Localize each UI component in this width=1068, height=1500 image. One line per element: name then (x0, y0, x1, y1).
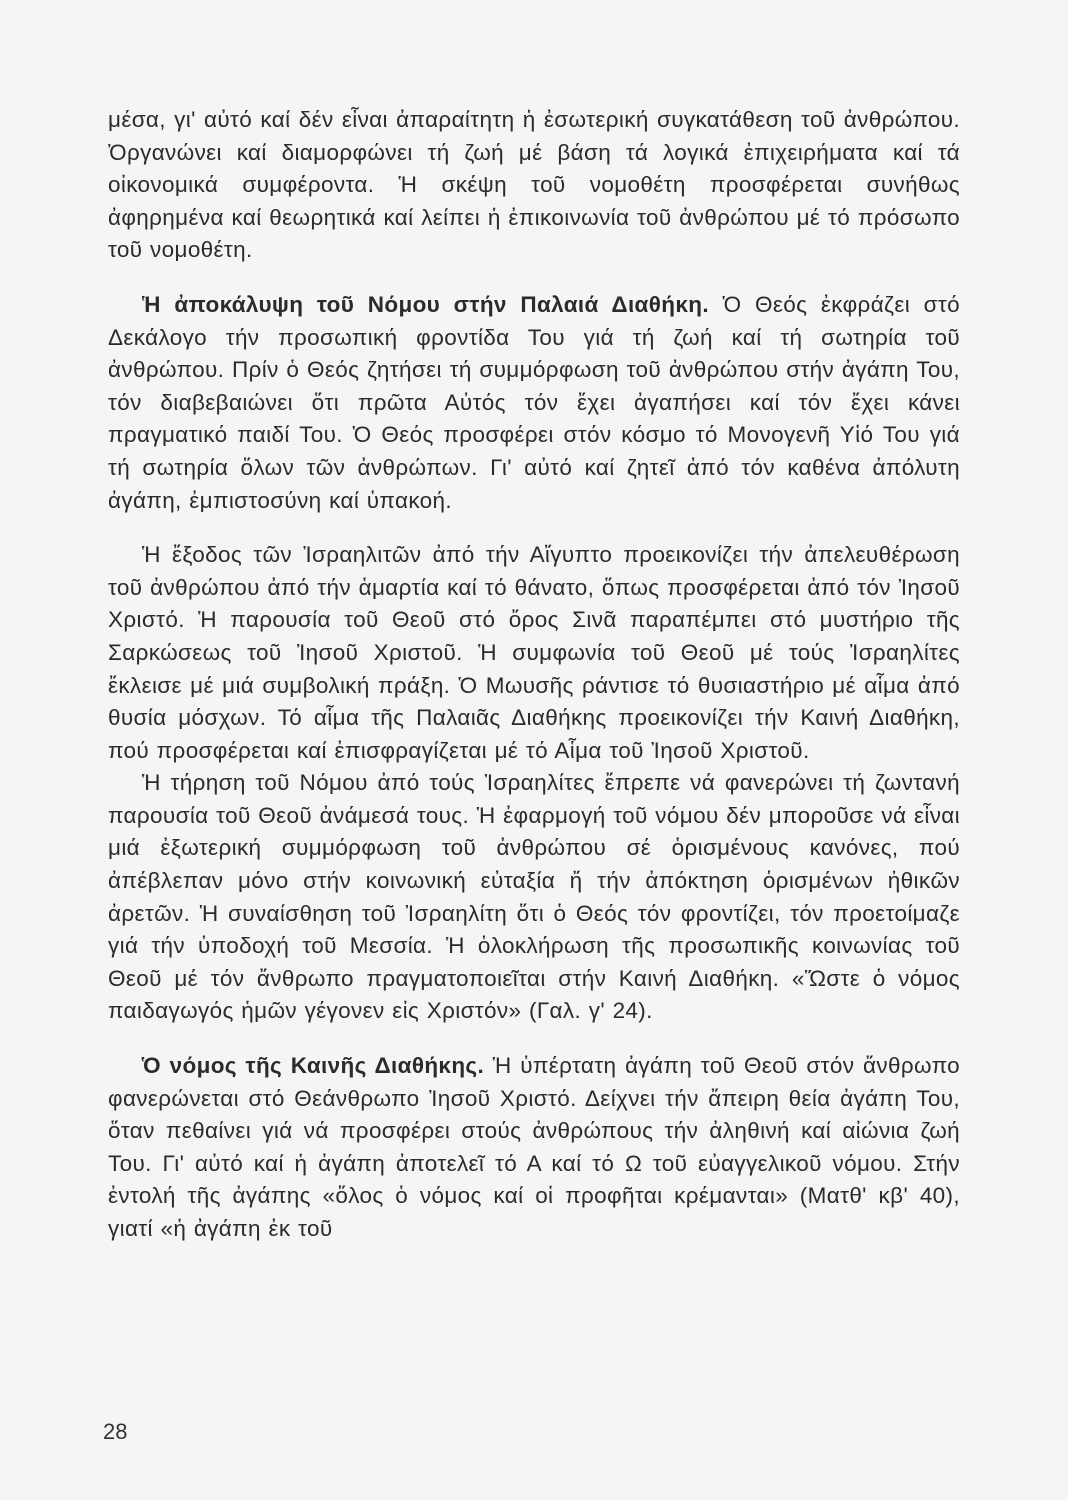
paragraph-text: Ἡ ὑπέρτατη ἀγάπη τοῦ Θεοῦ στόν ἄνθρωπο φανερώνεται στό Θεάνθρωπο Ἰησοῦ Χριστό. Δείχνει τήν ἄπειρη θεία ἀγάπη Του, ὅταν πεθαίνει γιά νά προσφέρει στούς ἀνθρώπους τήν ἀληθινή καί αἰώνια ζωή Του. Γι' αὐτό καί ἡ ἀγάπη ἀποτελεῖ τό Α καί τό Ω τοῦ εὐαγγελικοῦ νόμου. Στήν ἐντολή τῆς ἀγάπης «ὅλος ὁ νόμος καί οἱ προφῆται κρέμανται» (Ματθ' κβ' 40), γιατί «ἡ ἀγάπη ἐκ τοῦ (108, 1053, 960, 1241)
paragraph-text: Ὁ Θεός ἐκφράζει στό Δεκάλογο τήν προσωπική φροντίδα Του γιά τή ζωή καί τή σωτηρία τοῦ ἀνθρώπου. Πρίν ὁ Θεός ζητήσει τή συμμόρφωση τοῦ ἀνθρώπου στήν ἀγάπη Του, τόν διαβεβαιώνει ὅτι πρῶτα Αὐτός τόν ἔχει ἀγαπήσει καί τόν ἔχει κάνει πραγματικό παιδί Του. Ὁ Θεός προσφέρει στόν κόσμο τό Μονογενῆ Υἱό Του γιά τή σωτηρία ὅλων τῶν ἀνθρώπων. Γι' αὐτό καί ζητεῖ ἀπό τόν καθένα ἀπόλυτη ἀγάπη, ἐμπιστοσύνη καί ὑπακοή. (108, 291, 960, 513)
paragraph-observance: Ἡ τήρηση τοῦ Νόμου ἀπό τούς Ἰσραηλίτες ἔπρεπε νά φανερώνει τή ζωντανή παρουσία τοῦ Θεοῦ ἀνάμεσά τους. Ἡ ἐφαρμογή τοῦ νόμου δέν μποροῦσε νά εἶναι μιά ἐξωτερική συμμόρφωση τοῦ ἀνθρώπου σέ ὁρισμένους κανόνες, πού ἀπέβλεπαν μόνο στήν κοινωνική εὐταξία ἤ τήν ἀπόκτηση ὁρισμένων ἠθικῶν ἀρετῶν. Ἡ συναίσθηση τοῦ Ἰσραηλίτη ὅτι ὁ Θεός τόν φροντίζει, τόν προετοίμαζε γιά τήν ὑποδοχή τοῦ Μεσσία. Ἡ ὁλοκλήρωση τῆς προσωπικῆς κοινωνίας τοῦ Θεοῦ μέ τόν ἄνθρωπο πραγματοποιεῖται στήν Καινή Διαθήκη. «Ὥστε ὁ νόμος παιδαγωγός ἡμῶν γέγονεν εἰς Χριστόν» (Γαλ. γ' 24). (108, 770, 960, 1024)
body-text (108, 104, 960, 1246)
page-number: 28 (103, 1419, 128, 1444)
section-heading-new-testament: Ὁ νόμος τῆς Καινῆς Διαθήκης. (142, 1053, 485, 1079)
paragraph-new-testament-law (108, 1050, 960, 1246)
section-heading-old-testament: Ἡ ἀποκάλυψη τοῦ Νόμου στήν Παλαιά Διαθήκη. (142, 291, 709, 317)
paragraph-exodus: Ἡ ἔξοδος τῶν Ἰσραηλιτῶν ἀπό τήν Αἴγυπτο προεικονίζει τήν ἀπελευθέρωση τοῦ ἀνθρώπου ἀπό τήν ἁμαρτία καί τό θάνατο, ὅπως προσφέρεται ἀπό τόν Ἰησοῦ Χριστό. Ἡ παρουσία τοῦ Θεοῦ στό ὄρος Σινᾶ παραπέμπει στό μυστήριο τῆς Σαρκώσεως τοῦ Ἰησοῦ Χριστοῦ. Ἡ συμφωνία τοῦ Θεοῦ μέ τούς Ἰσραηλίτες ἔκλεισε μέ μιά συμβολική πράξη. Ὁ Μωυσῆς ράντισε τό θυσιαστήριο μέ αἷμα ἀπό θυσία μόσχων. Τό αἷμα τῆς Παλαιᾶς Διαθήκης προεικονίζει τήν Καινή Διαθήκη, πού προσφέρεται καί ἐπισφραγίζεται μέ τό Αἷμα τοῦ Ἰησοῦ Χριστοῦ. (108, 542, 960, 763)
paragraph-old-testament-law (108, 289, 960, 517)
paragraph-continuation: μέσα, γι' αὐτό καί δέν εἶναι ἀπαραίτητη ἡ ἐσωτερική συγκατάθεση τοῦ ἀνθρώπου. Ὀργανώνει καί διαμορφώνει τή ζωή μέ βάση τά λογικά ἐπιχειρήματα καί τά οἰκονομικά συμφέροντα. Ἡ σκέψη τοῦ νομοθέτη προσφέρεται συνήθως ἀφηρημένα καί θεωρητικά καί λείπει ἡ ἐπικοινωνία τοῦ ἀνθρώπου μέ τό πρόσωπο τοῦ νομοθέτη. (108, 107, 960, 263)
